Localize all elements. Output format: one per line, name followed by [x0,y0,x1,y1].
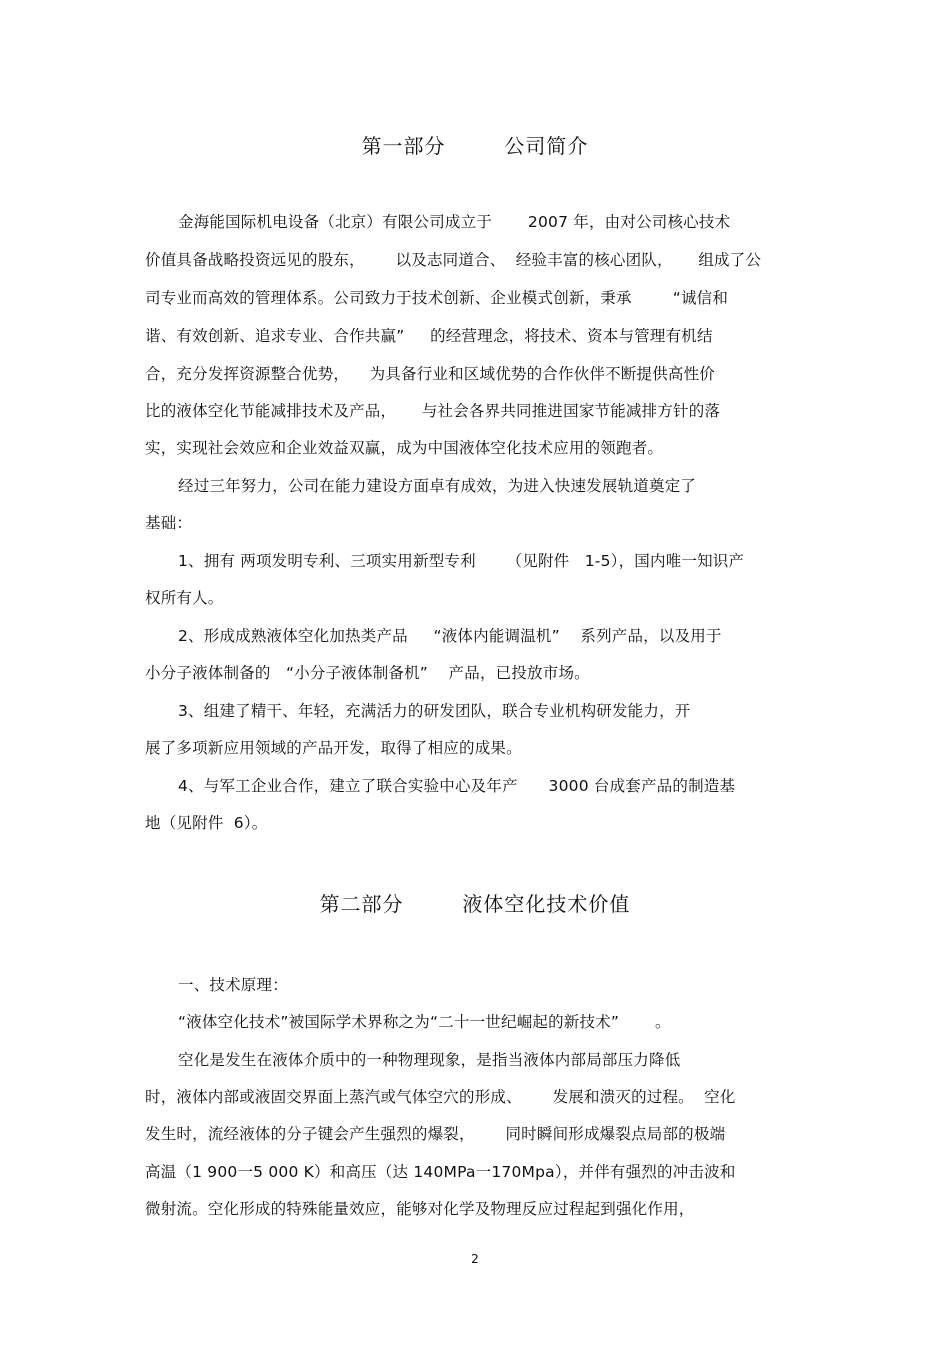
paragraph-line: 经过三年努力，公司在能力建设方面卓有成效，为进入快速发展轨道奠定了 [178,477,697,495]
list-item-line: 小分子液体制备的 “小分子液体制备机” 产品，已投放市场。 [145,664,590,682]
paragraph-line: 实，实现社会效应和企业效益双赢，成为中国液体空化技术应用的领跑者。 [145,439,664,457]
paragraph-line: “液体空化技术”被国际学术界称之为“二十一世纪崛起的新技术” 。 [178,1013,671,1031]
paragraph-line: 时，液体内部或液固交界面上蒸汽或气体空穴的形成、 发展和溃灭的过程。 空化 [145,1088,736,1106]
list-item-line: 地（见附件 6）。 [145,814,268,832]
paragraph-line: 合，充分发挥资源整合优势， 为具备行业和区域优势的合作伙伴不断提供高性价 [145,365,716,383]
list-item-line: 权所有人。 [145,589,224,607]
paragraph-line: 发生时，流经液体的分子键会产生强烈的爆裂， 同时瞬间形成爆裂点局部的极端 [145,1125,726,1143]
paragraph-line: 价值具备战略投资远见的股东， 以及志同道合、 经验丰富的核心团队， 组成了公 [145,251,762,269]
paragraph-line: 空化是发生在液体介质中的一种物理现象，是指当液体内部局部压力降低 [178,1051,681,1069]
paragraph-line: 高温（1 900一5 000 K）和高压（达 140MPa一170Mpa），并伴有强烈的冲击波和 [145,1163,736,1181]
paragraph-line: 司专业而高效的管理体系。公司致力于技术创新、企业模式创新，秉承 “诚信和 [145,289,729,307]
paragraph-line: 微射流。空化形成的特殊能量效应，能够对化学及物理反应过程起到强化作用， [145,1200,695,1218]
subheading-line: 一、技术原理： [178,976,288,994]
paragraph-line: 比的液体空化节能减排技术及产品， 与社会各界共同推进国家节能减排方针的落 [145,402,721,420]
paragraph-line: 基础： [145,514,193,532]
page-number: 2 [471,1252,479,1266]
section2-heading: 第二部分 液体空化技术价值 [319,892,631,916]
paragraph-line: 谐、有效创新、追求专业、合作共赢” 的经营理念，将技术、资本与管理有机结 [145,327,713,345]
section1-heading: 第一部分 公司简介 [361,134,589,158]
list-item-line: 4、与军工企业合作，建立了联合实验中心及年产 3000 台成套产品的制造基 [178,777,736,795]
list-item-line: 3、组建了精干、年轻，充满活力的研发团队，联合专业机构研发能力，开 [178,702,691,720]
list-item-line: 展了多项新应用领域的产品开发，取得了相应的成果。 [145,739,522,757]
list-item-line: 2、形成成熟液体空化加热类产品 “液体内能调温机” 系列产品，以及用于 [178,627,722,645]
paragraph-line: 金海能国际机电设备（北京）有限公司成立于 2007 年，由对公司核心技术 [178,213,731,231]
list-item-line: 1、拥有 两项发明专利、三项实用新型专利 （见附件 1-5），国内唯一知识产 [178,552,745,570]
